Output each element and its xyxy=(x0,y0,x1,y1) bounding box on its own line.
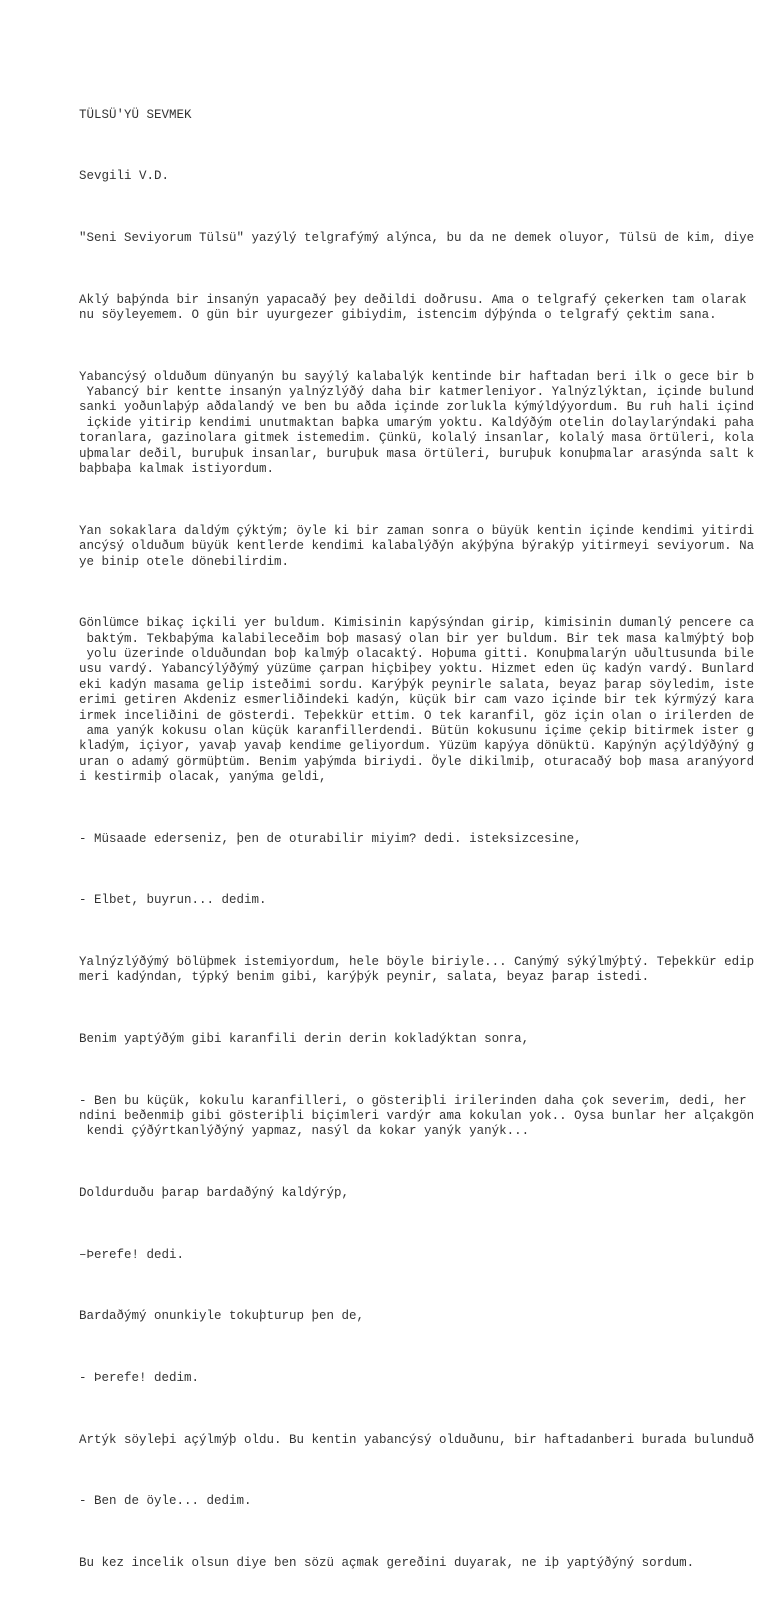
dialogue-line: - Þerefe! dedim. xyxy=(79,1370,200,1385)
dialogue-line: - Müsaade ederseniz, þen de oturabilir miyim? dedi. isteksizcesine, xyxy=(79,831,582,846)
paragraph: "Seni Seviyorum Tülsü" yazýlý telgrafýmý alýnca, bu da ne demek oluyor, Tülsü de kim, diye xyxy=(79,231,755,246)
paragraph: Yabancýsý olduðum dünyanýn bu sayýlý kalabalýk kentinde bir haftadan beri ilk o gece bir b Yabancý bir kentte insanýn yalnýzlýðý daha bir katmerleniyor. Yalnýzlýktan, içinde bulund sanki yoðunlaþýp aðdalandý ve ben bu aðda içinde zorlukla kýmýldýyordum. Bu ruh hali içind içkide yitirip kendimi unutmaktan baþka umarým yoktu. Kaldýðým otelin dolaylarýndaki paha toranlara, gazinolara gitmek istemedim. Çünkü, kolalý insanlar, kolalý masa örtüleri, kola uþmalar deðil, buruþuk insanlar, buruþuk masa örtüleri, buruþuk konuþmalar arasýnda salt k baþbaþa kalmak istiyordum. xyxy=(79,369,755,477)
paragraph: Yan sokaklara daldým çýktým; öyle ki bir zaman sonra o büyük kentin içinde kendimi yitirdi ancýsý olduðum büyük kentlerde kendimi kalabalýðýn akýþýna býrakýp yitirmeyi seviyorum. Na ye binip otele dönebilirdim. xyxy=(79,523,755,569)
paragraph: Yalnýzlýðýmý bölüþmek istemiyordum, hele böyle biriyle... Canýmý sýkýlmýþtý. Teþekkür edip meri kadýndan, týpký benim gibi, karýþýk peynir, salata, beyaz þarap istedi. xyxy=(79,955,755,985)
document-body xyxy=(79,77,769,1617)
salutation: Sevgili V.D. xyxy=(79,169,170,184)
dialogue-line: - Ben bu küçük, kokulu karanfilleri, o gösteriþli irilerinden daha çok severim, dedi, her ndini beðenmiþ gibi gösteriþli biçimleri vardýr ama kokulan yok.. Oysa bunlar her alçakgön kendi çýðýrtkanlýðýný yapmaz, nasýl da kokar yanýk yanýk... xyxy=(79,1093,755,1139)
document-title: TÜLSÜ'YÜ SEVMEK xyxy=(79,107,192,122)
paragraph: Aklý baþýnda bir insanýn yapacaðý þey deðildi doðrusu. Ama o telgrafý çekerken tam olarak nu söyleyemem. O gün bir uyurgezer gibiydim, istencim dýþýnda o telgrafý çektim sana. xyxy=(79,292,747,323)
dialogue-line: - Ben de öyle... dedim. xyxy=(79,1494,252,1509)
paragraph: Benim yaptýðým gibi karanfili derin derin kokladýktan sonra, xyxy=(79,1032,530,1047)
paragraph: Bu kez incelik olsun diye ben sözü açmak gereðini duyarak, ne iþ yaptýðýný sordum. xyxy=(79,1555,695,1570)
paragraph: Bardaðýmý onunkiyle tokuþturup þen de, xyxy=(79,1309,365,1324)
paragraph: Gönlümce bikaç içkili yer buldum. Kimisinin kapýsýndan girip, kimisinin dumanlý pencere ca baktým. Tekbaþýma kalabileceðim boþ masasý olan bir yer buldum. Bir tek masa kalmýþtý boþ yolu üzerinde olduðundan boþ kalmýþ olacaktý. Hoþuma gitti. Konuþmalarýn uðultusunda bile usu vardý. Yabancýlýðýmý yüzüme çarpan hiçbiþey yoktu. Hizmet eden üç kadýn vardý. Bunlard eki kadýn masama gelip isteðimi sordu. Karýþýk peynirle salata, beyaz þarap söyledim, iste erimi getiren Akdeniz esmerliðindeki kadýn, küçük bir cam vazo içinde bir tek kýrmýzý kara irmek inceliðini de gösterdi. Teþekkür ettim. O tek karanfil, göz için olan o irilerden de ama yanýk kokusu olan küçük karanfillerdendi. Bütün kokusunu içime çekip bitirmek ister g kladým, içiyor, yavaþ yavaþ kendime geliyordum. Yüzüm kapýya dönüktü. Kapýnýn açýldýðýný g uran o adamý görmüþtüm. Benim yaþýmda biriydi. Öyle dikilmiþ, oturacaðý boþ masa aranýyord i kestirmiþ olacak, yanýma geldi, xyxy=(79,616,755,785)
dialogue-line: - Elbet, buyrun... dedim. xyxy=(79,893,267,908)
paragraph: Artýk söyleþi açýlmýþ oldu. Bu kentin yabancýsý olduðunu, bir haftadanberi burada bulunduð xyxy=(79,1432,755,1447)
dialogue-line: –Þerefe! dedi. xyxy=(79,1247,185,1262)
paragraph: Doldurduðu þarap bardaðýný kaldýrýp, xyxy=(79,1186,350,1201)
